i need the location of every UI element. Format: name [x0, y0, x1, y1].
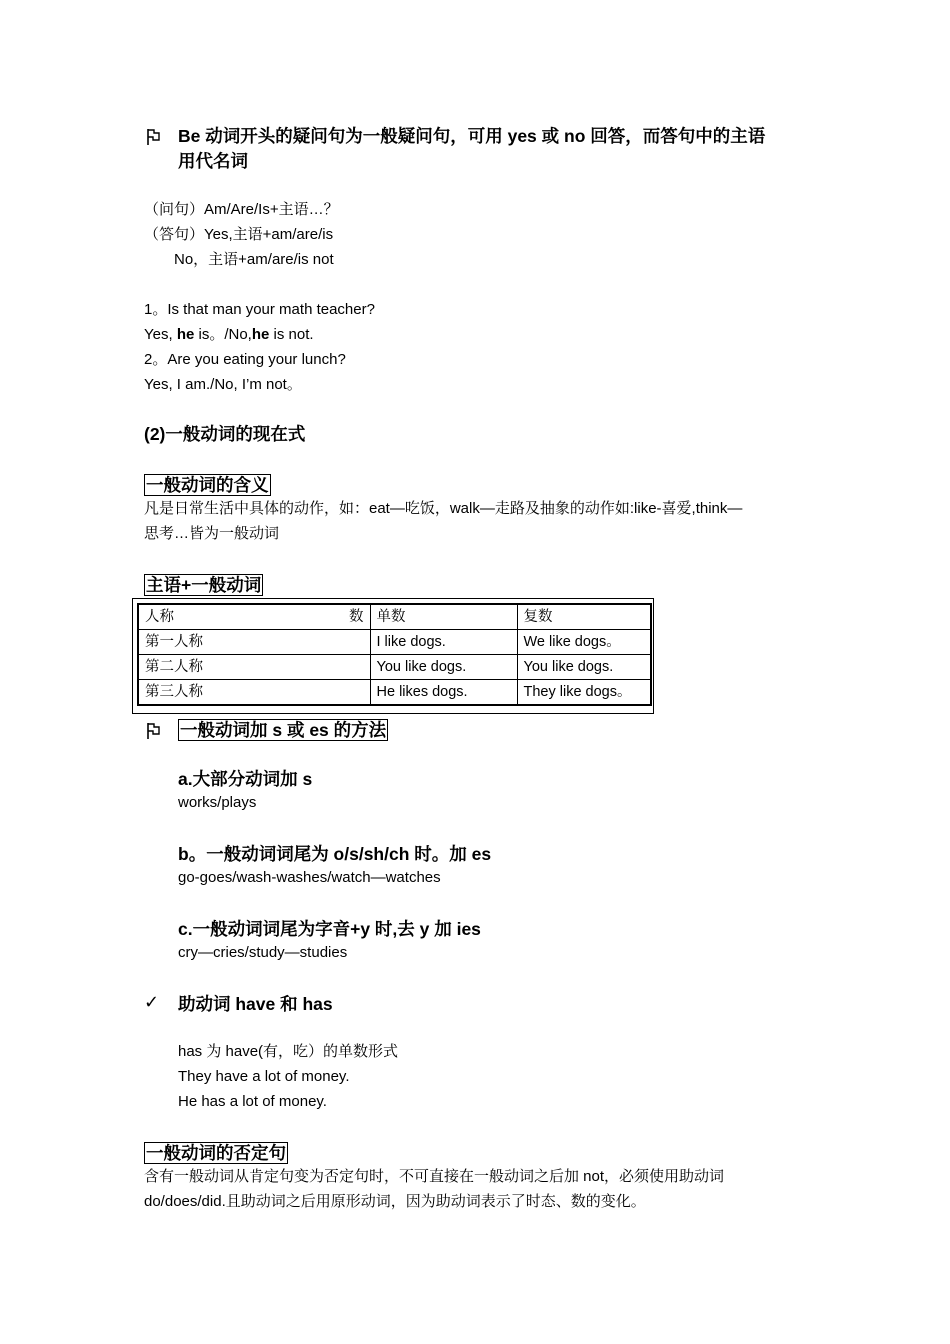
meaning-line-1: 凡是日常生活中具体的动作，如：eat—吃饭，walk—走路及抽象的动作如:like-喜爱,think— — [144, 500, 743, 517]
s-es-heading-text: 一般动词加 s 或 es 的方法 — [180, 720, 387, 740]
example-2-answer: Yes, I am./No, I’m not。 — [144, 376, 302, 393]
cell-singular: You like dogs. — [370, 655, 517, 680]
cell-plural: We like dogs。 — [517, 630, 651, 655]
table-row — [138, 630, 651, 655]
meaning-line-2: 思考…皆为一般动词 — [144, 525, 280, 542]
negative-line-1: 含有一般动词从肯定句变为否定句时，不可直接在一般动词之后加 not，必须使用助动词 — [144, 1168, 725, 1185]
table-header-row — [138, 604, 651, 630]
negative-heading-text: 一般动词的否定句 — [146, 1143, 286, 1163]
rule-c-title: c.一般动词词尾为字音+y 时,去 y 加 ies — [178, 919, 481, 939]
cell-singular: He likes dogs. — [370, 680, 517, 706]
present-tense-title: (2)一般动词的现在式 — [144, 424, 306, 444]
header-number: 数 — [349, 609, 364, 625]
meaning-heading-text: 一般动词的含义 — [146, 475, 269, 495]
rule-c-example: cry—cries/study—studies — [178, 944, 348, 961]
table-row — [138, 655, 651, 680]
flag-bullet-icon — [146, 721, 164, 741]
answer-pattern-yes: （答句）Yes,主语+am/are/is — [144, 226, 334, 243]
example-1-question: 1。Is that man your math teacher? — [144, 301, 375, 318]
flag-bullet-icon — [146, 127, 164, 147]
example-1-answer-part: Yes, — [144, 326, 177, 343]
cell-plural: You like dogs. — [517, 655, 651, 680]
example-1-answer — [144, 325, 314, 345]
table-row — [138, 680, 651, 706]
pattern-heading-text: 主语+一般动词 — [146, 575, 262, 595]
checkmark-icon: ✓ — [144, 992, 160, 1012]
header-person-number — [138, 604, 370, 630]
conjugation-table — [137, 603, 652, 706]
cell-person: 第一人称 — [138, 630, 370, 655]
have-has-line-3: He has a lot of money. — [178, 1093, 327, 1110]
header-singular: 单数 — [370, 604, 517, 630]
have-has-line-2: They have a lot of money. — [178, 1068, 350, 1085]
negative-heading — [144, 1141, 288, 1165]
header-person: 人称 — [145, 609, 174, 625]
example-1-answer-part: is。/No, — [194, 326, 252, 343]
have-has-line-1: has 为 have(有，吃）的单数形式 — [178, 1043, 399, 1060]
have-has-title: 助动词 have 和 has — [178, 994, 333, 1014]
example-1-answer-part: is not. — [269, 326, 314, 343]
meaning-heading — [144, 473, 271, 497]
rule-b-example: go-goes/wash-washes/watch—watches — [178, 869, 441, 886]
example-1-answer-pronoun: he — [176, 326, 195, 343]
be-question-title-line2: 用代名词 — [178, 151, 248, 171]
s-es-heading — [178, 718, 388, 742]
example-1-answer-pronoun: he — [251, 326, 270, 343]
answer-pattern-no: No，主语+am/are/is not — [174, 251, 334, 268]
rule-a-title: a.大部分动词加 s — [178, 769, 313, 789]
rule-b-title: b。一般动词词尾为 o/s/sh/ch 时。加 es — [178, 844, 492, 864]
header-plural: 复数 — [517, 604, 651, 630]
rule-a-example: works/plays — [178, 794, 257, 811]
example-2-question: 2。Are you eating your lunch? — [144, 351, 346, 368]
pattern-heading — [144, 573, 263, 597]
cell-person: 第三人称 — [138, 680, 370, 706]
negative-line-2: do/does/did.且助动词之后用原形动词，因为助动词表示了时态、数的变化。 — [144, 1193, 646, 1210]
question-pattern: （问句）Am/Are/Is+主语…？ — [144, 201, 339, 218]
cell-person: 第二人称 — [138, 655, 370, 680]
cell-singular: I like dogs. — [370, 630, 517, 655]
be-question-title-line1: Be 动词开头的疑问句为一般疑问句，可用 yes 或 no 回答，而答句中的主语 — [178, 126, 766, 146]
cell-plural: They like dogs。 — [517, 680, 651, 706]
